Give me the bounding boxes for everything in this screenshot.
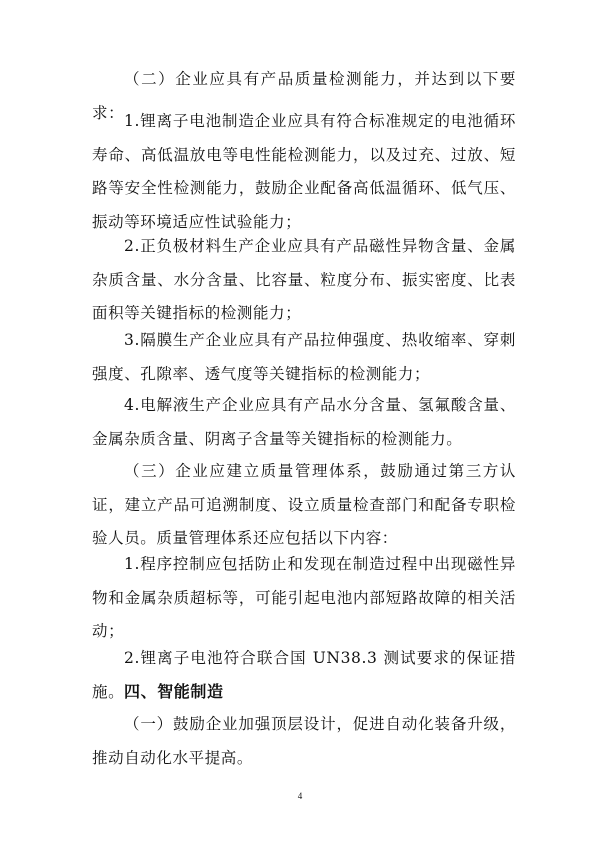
paragraph-battery-manufacturer: 1.锂离子电池制造企业应具有符合标准规定的电池循环寿命、高低温放电等电性能检测能力，以及过充、过放、短路等安全性检测能力，鼓励企业配备高低温循环、低气压、振动等环境适应性试验能力；	[92, 112, 516, 231]
paragraph-electrode-materials: 2.正负极材料生产企业应具有产品磁性异物含量、金属杂质含量、水分含量、比容量、粒度分布、振实密度、比表面积等关键指标的检测能力；	[92, 237, 516, 322]
section-heading-smart-manufacturing: 四、智能制造	[124, 682, 224, 701]
paragraph-top-level-design: （一）鼓励企业加强顶层设计，促进自动化装备升级，推动自动化水平提高。	[92, 715, 516, 767]
page-number: 4	[297, 791, 303, 801]
paragraph-quality-testing-intro: （二）企业应具有产品质量检测能力，并达到以下要求：	[92, 70, 516, 122]
paragraph-quality-management: （三）企业应建立质量管理体系，鼓励通过第三方认证，建立产品可追溯制度、设立质量检查部门和配备专职检验人员。质量管理体系还应包括以下内容：	[92, 462, 516, 547]
paragraph-program-control: 1.程序控制应包括防止和发现在制造过程中出现磁性异物和金属杂质超标等，可能引起电池内部短路故障的相关活动；	[92, 555, 516, 640]
paragraph-un38-3: 2.锂离子电池符合联合国 UN38.3 测试要求的保证措施。	[92, 649, 516, 701]
paragraph-separator: 3.隔膜生产企业应具有产品拉伸强度、热收缩率、穿刺强度、孔隙率、透气度等关键指标的检测能力；	[92, 331, 516, 383]
paragraph-electrolyte: 4.电解液生产企业应具有产品水分含量、氢氟酸含量、金属杂质含量、阴离子含量等关键指标的检测能力。	[92, 396, 516, 448]
